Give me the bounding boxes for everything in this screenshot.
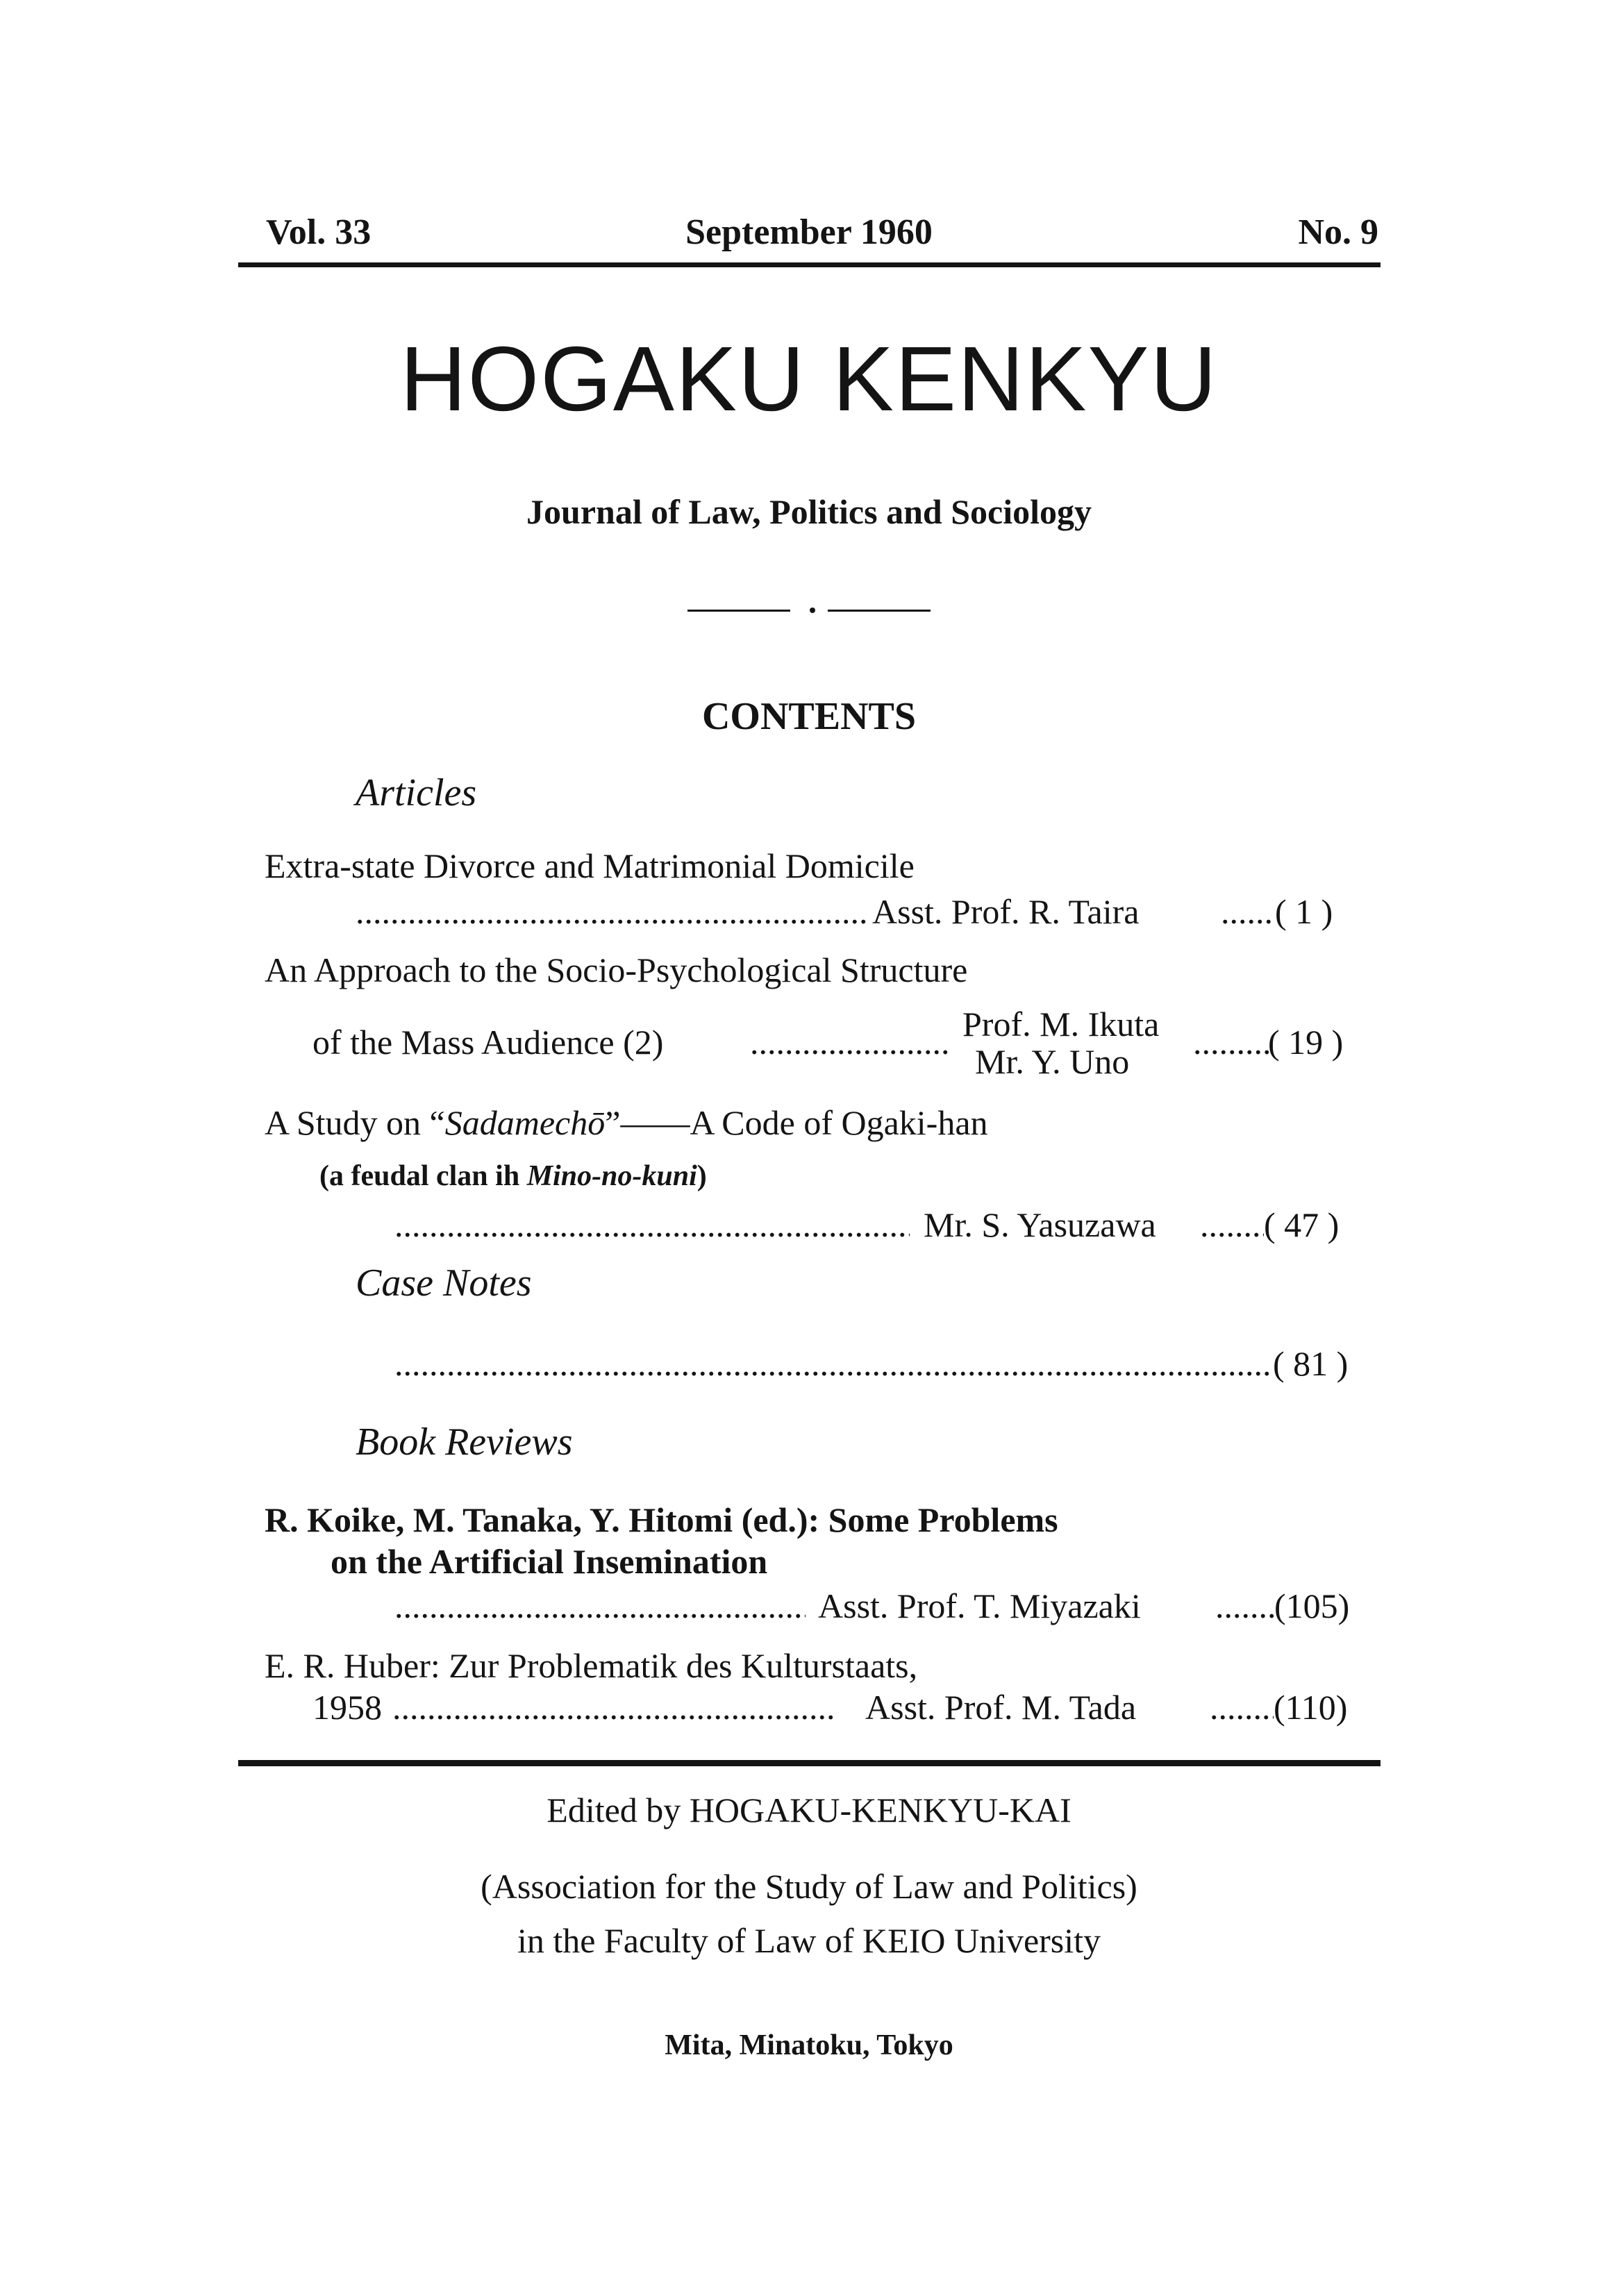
articles-heading: Articles xyxy=(356,771,477,814)
article-2-leader xyxy=(750,1022,951,1062)
issue-number: No. 9 xyxy=(1298,212,1378,252)
contents-heading: CONTENTS xyxy=(701,695,917,738)
issue-date: September 1960 xyxy=(685,212,933,252)
review-2-page: (110) xyxy=(1274,1688,1348,1727)
article-3-subtitle-prefix: (a feudal clan ih xyxy=(319,1160,527,1192)
article-3-leader-2 xyxy=(1200,1205,1264,1245)
edited-by-line xyxy=(0,1790,1618,1830)
ornament-rule-left xyxy=(687,610,790,612)
review-2-author: Asst. Prof. M. Tada xyxy=(865,1688,1137,1727)
review-1-leader xyxy=(394,1586,806,1626)
article-2-author-1: Prof. M. Ikuta xyxy=(962,1005,1160,1044)
association-line: (Association for the Study of Law and Politics) xyxy=(481,1867,1137,1906)
case-notes-page: ( 81 ) xyxy=(1273,1344,1349,1383)
article-3-subtitle-italic: Mino-no-kuni xyxy=(526,1160,697,1192)
article-3-page: ( 47 ) xyxy=(1264,1205,1340,1244)
article-1-leader-2 xyxy=(1221,891,1275,932)
article-1-page: ( 1 ) xyxy=(1275,892,1333,931)
review-1-title-line-2: on the Artificial Insemination xyxy=(331,1542,768,1581)
review-2-leader xyxy=(392,1687,837,1727)
review-2-title-line-1: E. R. Huber: Zur Problematik des Kulturstaats, xyxy=(265,1646,918,1685)
volume-label: Vol. 33 xyxy=(266,212,372,252)
article-3-subtitle-suffix: ) xyxy=(697,1160,707,1192)
article-2-title-line-2: of the Mass Audience (2) xyxy=(312,1023,664,1062)
editor-name: HOGAKU-KENKYU-KAI xyxy=(689,1791,1071,1829)
header-rule xyxy=(238,262,1381,267)
review-1-page: (105) xyxy=(1274,1586,1350,1625)
ornament-rule-right xyxy=(828,610,931,612)
article-3-title-prefix: A Study on “ xyxy=(265,1103,445,1142)
article-2-leader-2 xyxy=(1193,1022,1269,1062)
review-1-author: Asst. Prof. T. Miyazaki xyxy=(818,1586,1141,1625)
case-notes-heading: Case Notes xyxy=(356,1262,532,1305)
case-notes-leader xyxy=(394,1343,1273,1384)
article-1-title: Extra-state Divorce and Matrimonial Domicile xyxy=(265,846,915,885)
article-1-leader xyxy=(356,891,869,932)
article-3-title-suffix: ”——A Code of Ogaki-han xyxy=(605,1103,988,1142)
review-2-leader-2 xyxy=(1210,1687,1274,1727)
article-2-page: ( 19 ) xyxy=(1268,1023,1344,1062)
book-reviews-heading: Book Reviews xyxy=(356,1421,573,1464)
journal-subtitle: Journal of Law, Politics and Sociology xyxy=(526,492,1092,531)
article-3-subtitle xyxy=(319,1159,707,1193)
article-3-title xyxy=(265,1103,988,1143)
article-3-author: Mr. S. Yasuzawa xyxy=(924,1205,1156,1244)
faculty-line: in the Faculty of Law of KEIO University xyxy=(517,1921,1101,1960)
ornament-dot xyxy=(810,607,815,613)
review-2-title-line-2: 1958 xyxy=(312,1688,382,1727)
journal-title: HOGAKU KENKYU xyxy=(400,328,1218,430)
article-1-author: Asst. Prof. R. Taira xyxy=(872,892,1140,931)
article-3-title-italic: Sadamechō xyxy=(444,1103,606,1142)
article-2-author-2: Mr. Y. Uno xyxy=(975,1042,1130,1081)
address-line: Mita, Minatoku, Tokyo xyxy=(665,2029,953,2061)
edited-by-label: Edited by xyxy=(547,1791,681,1829)
footer-rule xyxy=(238,1760,1381,1766)
article-3-leader xyxy=(394,1205,910,1245)
review-1-title-line-1: R. Koike, M. Tanaka, Y. Hitomi (ed.): Some Problems xyxy=(265,1500,1058,1539)
article-2-title-line-1: An Approach to the Socio-Psychological Structure xyxy=(265,950,968,989)
review-1-leader-2 xyxy=(1215,1586,1274,1626)
